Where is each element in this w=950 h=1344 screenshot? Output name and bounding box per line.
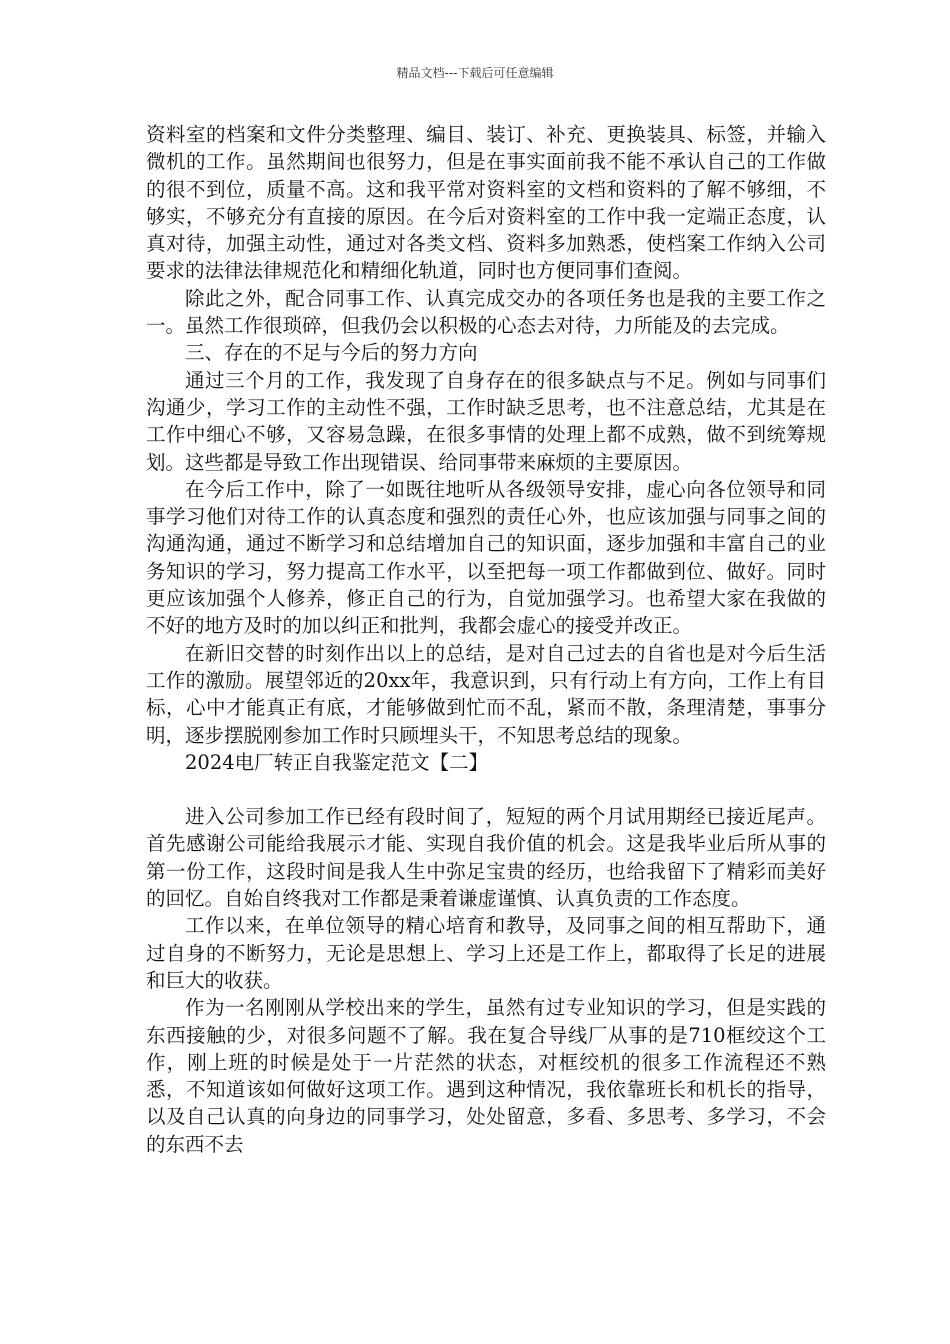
paragraph: 工作以来，在单位领导的精心培育和教导，及同事之间的相互帮助下，通过自身的不断努力，无论是思想上、学习上还是工作上，都取得了长足的进展和巨大的收获。: [146, 914, 826, 992]
paragraph: 在今后工作中，除了一如既往地听从各级领导安排，虚心向各位领导和同事学习他们对待工作的认真态度和强烈的责任心外，也应该加强与同事之间的沟通沟通，通过不断学习和总结增加自己的知识面，逐步加强和丰富自己的业务知识的学习，努力提高工作水平，以至把每一项工作都做到位、做好。同时更应该加强个人修养，修正自己的行为，自觉加强学习。也希望大家在我做的不好的地方及时的加以纠正和批判，我都会虚心的接受并改正。: [146, 477, 826, 638]
page-header: 精品文档---下载后可任意编辑: [396, 66, 554, 80]
paragraph: 通过三个月的工作，我发现了自身存在的很多缺点与不足。例如与同事们沟通少，学习工作的主动性不强，工作时缺乏思考，也不注意总结，尤其是在工作中细心不够，又容易急躁，在很多事情的处理上都不成熟，做不到统筹规划。这些都是导致工作出现错误、给同事带来麻烦的主要原因。: [146, 368, 826, 474]
paragraph: 作为一名刚刚从学校出来的学生，虽然有过专业知识的学习，但是实践的东西接触的少，对很多问题不了解。我在复合导线厂从事的是710框绞这个工作，刚上班的时候是处于一片茫然的状态，对框绞机的很多工作流程还不熟悉，不知道该如何做好这项工作。遇到这种情况，我依靠班长和机长的指导，以及自己认真的向身边的同事学习，处处留意，多看、多思考、多学习，不会的东西不去: [146, 996, 826, 1156]
paragraph: 资料室的档案和文件分类整理、编目、装订、补充、更换装具、标签，并输入微机的工作。虽然期间也很努力，但是在事实面前我不能不承认自己的工作做的很不到位，质量不高。这和我平常对资料室的文档和资料的了解不够细，不够实，不够充分有直接的原因。在今后对资料室的工作中我一定端正态度，认真对待，加强主动性，通过对各类文档、资料多加熟悉，使档案工作纳入公司要求的法律法律规范化和精细化轨道，同时也方便同事们查阅。: [146, 123, 826, 283]
document-body: [146, 121, 826, 1158]
paragraph: 进入公司参加工作已经有段时间了，短短的两个月试用期经已接近尾声。首先感谢公司能给我展示才能、实现自我价值的机会。这是我毕业后所从事的第一份工作，这段时间是我人生中弥足宝贵的经历，也给我留下了精彩而美好的回忆。自始自终我对工作都是秉着谦虚谨慎、认真负责的工作态度。: [146, 805, 826, 911]
section-heading: 三、存在的不足与今后的努力方向: [185, 341, 478, 365]
blank-line: [146, 776, 826, 803]
paragraph: 除此之外，配合同事工作、认真完成交办的各项任务也是我的主要工作之一。虽然工作很琐碎，但我仍会以积极的心态去对待，力所能及的去完成。: [146, 286, 826, 338]
section-title: 2024电厂转正自我鉴定范文【二】: [185, 750, 489, 774]
paragraph: 在新旧交替的时刻作出以上的总结，是对自己过去的自省也是对今后生活工作的激励。展望邻近的20xx年，我意识到，只有行动上有方向，工作上有目标，心中才能真正有底，才能够做到忙而不乱，紧而不散，条理清楚，事事分明，逐步摆脱刚参加工作时只顾埋头干，不知思考总结的现象。: [146, 641, 826, 747]
